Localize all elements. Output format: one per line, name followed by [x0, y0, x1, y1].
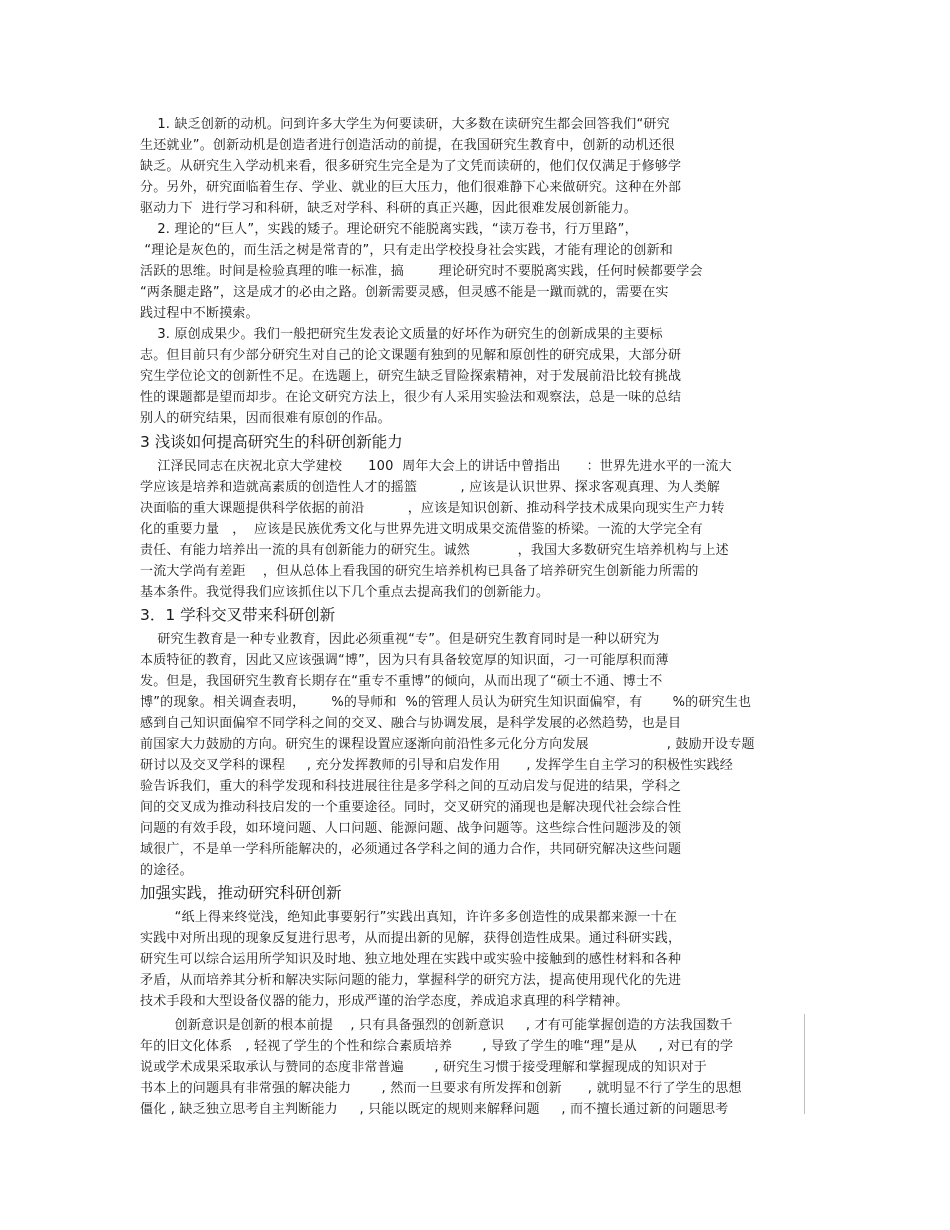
paragraph-line: 僵化 , 缺乏独立思考自主判断能力 , 只能以既定的规则来解释问题 , 而不擅长通过新的问题思考	[140, 1102, 729, 1117]
paragraph-line: 决面临的重大课题提供科学依据的前沿 ，应该是知识创新、推动科学技术成果向现实生产力转	[140, 501, 725, 516]
paragraph-line: 发。但是，我国研究生教育长期存在“重专不重博”的倾向，从而出现了“硕士不通、博士不	[140, 674, 663, 689]
paragraph-line: 性的课题都是望而却步。在论文研究方法上，很少有人采用实验法和观察法，总是一味的总结	[140, 390, 682, 405]
paragraph-line: 生还就业”。创新动机是创造者进行创造活动的前提，在我国研究生教育中，创新的动机还很	[140, 138, 675, 153]
paragraph-line: 践过程中不断摸索。	[140, 306, 259, 321]
paragraph-line: 究生学位论文的创新性不足。在选题上，研究生缺乏冒险探索精神，对于发展前沿比较有挑战	[140, 369, 682, 384]
paragraph-line: 间的交叉成为推动科技启发的一个重要途径。同时，交叉研究的涌现也是解决现代社会综合性	[140, 800, 682, 815]
paragraph-line: 活跃的思维。时间是检验真理的唯一标准，搞 理论研究时不要脱离实践，任何时候都要学会	[140, 264, 703, 279]
paragraph-line: 域很广，不是单一学科所能解决的，必须通过各学科之间的通力合作，共同研究解决这些问题	[140, 842, 682, 857]
paragraph-line: 本质特征的教育，因此又应该强调“博”，因为只有具备较宽厚的知识面，刁一可能厚积而薄	[140, 653, 669, 668]
paragraph-line: 别人的研究结果，因而很难有原创的作品。	[140, 411, 391, 426]
paragraph-line: 化的重要力量 ， 应该是民族优秀文化与世界先进文明成果交流借鉴的桥梁。一流的大学完全有	[140, 522, 703, 537]
paragraph-line: 年的旧文化体系 , 轻视了学生的个性和综合素质培养 , 导致了学生的唯“理”是从 , 对已有的学	[140, 1039, 734, 1054]
paragraph-line: 创新意识是创新的根本前提 , 只有具备强烈的创新意识 , 才有可能掌握创造的方法我国数千	[140, 1018, 733, 1033]
paragraph-line: “纸上得来终觉浅，绝知此事要躬行”实践出真知，许许多多创造性的成果都来源一十在	[140, 910, 677, 925]
paragraph-line: 的途径。	[140, 863, 193, 878]
paragraph-line: 分。另外，研究面临着生存、学业、就业的巨大压力，他们很难静下心来做研究。这种在外部	[140, 180, 682, 195]
paragraph-line: 验告诉我们，重大的科学发现和科技进展往往是多学科之间的互动启发与促进的结果，学科之	[140, 779, 682, 794]
margin-rule	[804, 1014, 805, 1114]
paragraph-line: 研究生可以综合运用所学知识及时地、独立地处理在实践中或实验中接触到的感性材料和各种	[140, 952, 682, 967]
paragraph-line: 志。但目前只有少部分研究生对自己的论文课题有独到的见解和原创性的研究成果，大部分研	[140, 348, 682, 363]
paragraph-line: 缺乏。从研究生入学动机来看，很多研究生完全是为了文凭而读研的，他们仅仅满足于修够学	[140, 159, 682, 174]
paragraph-line: 基本条件。我觉得我们应该抓住以下几个重点去提高我们的创新能力。	[140, 585, 550, 600]
paragraph-line: 2. 理论的“巨人”，实践的矮子。理论研究不能脱离实践，“读万卷书，行万里路”，	[140, 222, 638, 237]
section-heading: 加强实践，推动研究科研创新	[140, 884, 342, 902]
paragraph-line: 博”的现象。相关调查表明， %的导师和 %的管理人员认为研究生知识面偏窄，有 %的研究生也	[140, 695, 752, 710]
paragraph-line: 说或学术成果采取承认与赞同的态度非常普遍 , 研究生习惯于接受理解和掌握现成的知识对于	[140, 1060, 707, 1075]
paragraph-line: 驱动力下 进行学习和科研，缺乏对学科、科研的真正兴趣，因此很难发展创新能力。	[140, 201, 638, 216]
paragraph-line: 实践中对所出现的现象反复进行思考，从而提出新的见解，获得创造性成果。通过科研实践，	[140, 931, 682, 946]
paragraph-line: “理论是灰色的，而生活之树是常青的”，只有走出学校投身社会实践，才能有理论的创新和	[140, 243, 674, 258]
paragraph-line: “两条腿走路”，这是成才的必由之路。创新需要灵感，但灵感不能是一蹴而就的，需要在实	[140, 285, 669, 300]
paragraph-line: 前国家大力鼓励的方向。研究生的课程设置应逐渐向前沿性多元化分方向发展 , 鼓励开设专题	[140, 737, 755, 752]
paragraph-line: 3. 原创成果少。我们一般把研究生发表论文质量的好坏作为研究生的创新成果的主要标	[140, 327, 663, 342]
paragraph-line: 1. 缺乏创新的动机。问到许多大学生为何要读研，大多数在读研究生都会回答我们“研究	[140, 117, 670, 132]
paragraph-line: 技术手段和大型设备仪器的能力，形成严谨的治学态度，养成追求真理的科学精神。	[140, 994, 629, 1009]
paragraph-line: 研究生教育是一种专业教育，因此必须重视“专”。但是研究生教育同时是一种以研究为	[140, 632, 660, 647]
section-heading: 3 浅谈如何提高研究生的科研创新能力	[140, 433, 403, 451]
paragraph-line: 矛盾，从而培养其分析和解决实际问题的能力，掌握科学的研究方法，提高使用现代化的先进	[140, 973, 682, 988]
paragraph-line: 责任、有能力培养出一流的具有创新能力的研究生。诚然 ，我国大多数研究生培养机构与上述	[140, 543, 729, 558]
paragraph-line: 一流大学尚有差距 ，但从总体上看我国的研究生培养机构已具备了培养研究生创新能力所需的	[140, 564, 699, 579]
paragraph-line: 研讨以及交叉学科的课程 , 充分发挥教师的引导和启发作用 , 发挥学生自主学习的积极性实践经	[140, 758, 733, 773]
section-heading: 3．1 学科交叉带来科研创新	[140, 606, 336, 624]
paragraph-line: 学应该是培养和造就高素质的创造性人才的摇篮 , 应该是认识世界、探求客观真理、为人类解	[140, 480, 720, 495]
paragraph-line: 书本上的问题具有非常强的解决能力 , 然而一旦要求有所发挥和创新 , 就明显不行了学生的思想	[140, 1081, 742, 1096]
paragraph-line: 感到自己知识面偏窄不同学科之间的交叉、融合与协调发展，是科学发展的必然趋势，也是目	[140, 716, 682, 731]
paragraph-line: 问题的有效手段，如环境问题、人口问题、能源问题、战争问题等。这些综合性问题涉及的领	[140, 821, 682, 836]
paragraph-line: 江泽民同志在庆祝北京大学建校 100 周年大会上的讲话中曾指出 ：世界先进水平的一流大	[140, 459, 732, 474]
